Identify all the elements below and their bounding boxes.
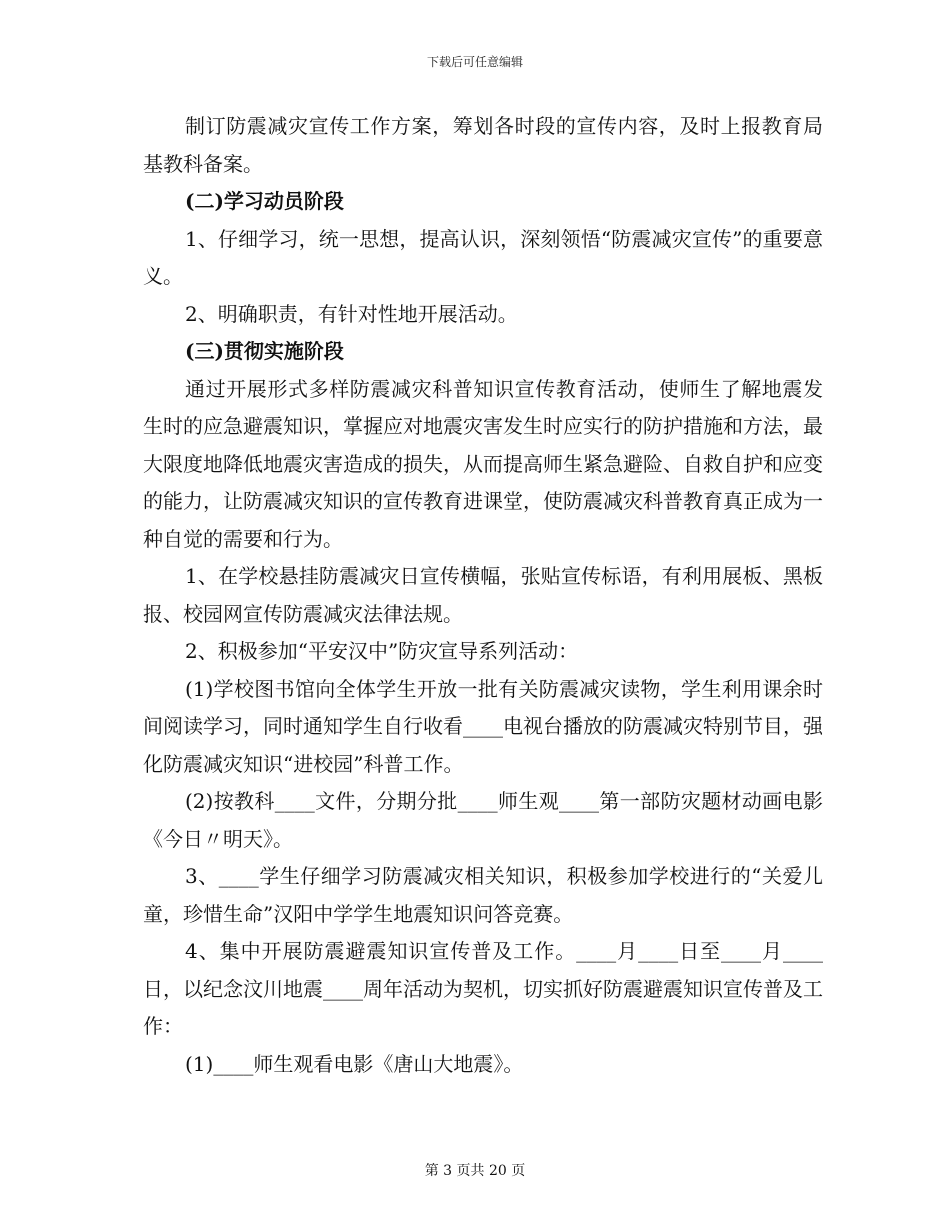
paragraph-library: (1)学校图书馆向全体学生开放一批有关防震减灾读物，学生利用课余时间阅读学习，同时通知学生自行收看____电视台播放的防震减灾特别节目，强化防震减灾知识“进校园”科普工作。	[143, 676, 823, 776]
paragraph-movie: (1)____师生观看电影《唐山大地震》。	[185, 1051, 524, 1076]
document-body	[143, 108, 823, 1083]
page-footer: 第 3 页共 20 页	[424, 1163, 526, 1179]
paragraph-film: (2)按教科____文件，分期分批____师生观____第一部防灾题材动画电影《今日〃明天》。	[143, 789, 823, 851]
paragraph-duties: 2、明确职责，有针对性地开展活动。	[185, 301, 518, 326]
section-heading-mobilization: (二)学习动员阶段	[185, 189, 344, 213]
paragraph-activities: 2、积极参加“平安汉中”防灾宣导系列活动：	[185, 639, 579, 663]
section-heading-implementation: (三)贯彻实施阶段	[185, 339, 344, 363]
paragraph-banners: 1、在学校悬挂防震减灾日宣传横幅，张贴宣传标语，有利用展板、黑板报、校园网宣传防震减灾法律法规。	[143, 564, 823, 626]
page-header: 下载后可任意编辑	[426, 55, 523, 69]
paragraph-implementation-intro: 通过开展形式多样防震减灾科普知识宣传教育活动，使师生了解地震发生时的应急避震知识，掌握应对地震灾害发生时应实行的防护措施和方法，最大限度地降低地震灾害造成的损失，从而提高师生紧急避险、自救自护和应变的能力，让防震减灾知识的宣传教育进课堂，使防震减灾科普教育真正成为一种自觉的需要和行为。	[143, 376, 823, 551]
paragraph-campaign: 4、集中开展防震避震知识宣传普及工作。____月____日至____月____日，以纪念汶川地震____周年活动为契机，切实抓好防震避震知识宣传普及工作：	[143, 939, 823, 1038]
paragraph-study: 1、仔细学习，统一思想，提高认识，深刻领悟“防震减灾宣传”的重要意义。	[143, 226, 823, 288]
paragraph-plan: 制订防震减灾宣传工作方案，筹划各时段的宣传内容，及时上报教育局基教科备案。	[143, 114, 823, 176]
paragraph-quiz: 3、____学生仔细学习防震减灾相关知识，积极参加学校进行的“关爱儿童，珍惜生命”汉阳中学学生地震知识问答竞赛。	[143, 864, 823, 926]
